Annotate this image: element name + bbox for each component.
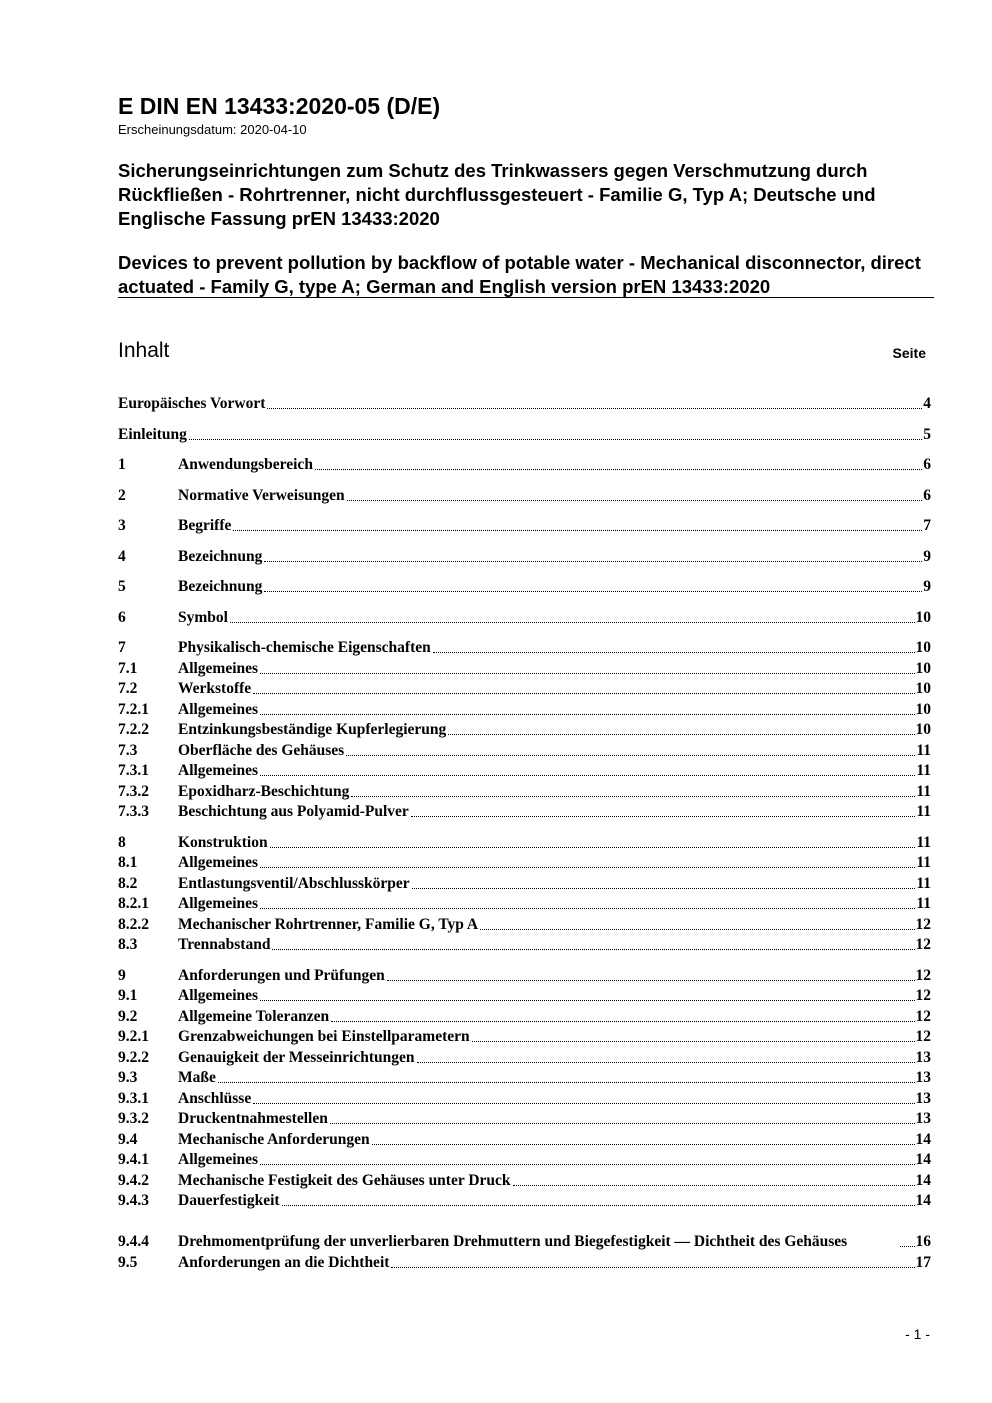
title-german: Sicherungseinrichtungen zum Schutz des Trinkwassers gegen Verschmutzung durch Rückfließen - Rohrtrenner, nicht durchflussgesteuert - Familie G, Typ A; Deutsche und Englische Fassung prEN 13433:2020 — [118, 160, 876, 229]
toc-entry-number: 7 — [118, 639, 126, 656]
toc-entry-number: 9 — [118, 967, 126, 984]
toc-entry-label: Normative Verweisungen — [178, 487, 345, 504]
toc-entry-page: 10 — [915, 680, 931, 697]
toc-entry-page: 4 — [923, 395, 931, 412]
toc-entry-page: 12 — [915, 916, 931, 933]
toc-entry-number: 9.1 — [118, 987, 138, 1004]
toc-entry-number: 8.1 — [118, 854, 138, 871]
toc-entry-label: Allgemeines — [178, 895, 259, 912]
toc-entry-page: 12 — [915, 1008, 931, 1025]
title-english: Devices to prevent pollution by backflow of potable water - Mechanical disconnector, direct actuated - Family G, type A; German and English version prEN 13433:2020 — [118, 252, 921, 297]
toc-entry[interactable] — [118, 486, 931, 506]
toc-entry-number: 1 — [118, 456, 126, 473]
toc-leader-dots — [282, 1205, 915, 1206]
toc-entry[interactable] — [118, 516, 931, 536]
toc-entry-page: 10 — [915, 721, 931, 738]
toc-entry[interactable] — [118, 394, 931, 414]
toc-entry-number: 3 — [118, 517, 126, 534]
toc-entry[interactable] — [118, 547, 931, 567]
toc-entry-page: 6 — [923, 456, 931, 473]
toc-entry-label: Genauigkeit der Messeinrichtungen — [178, 1049, 415, 1066]
toc-entry-number: 9.2 — [118, 1008, 138, 1025]
toc-entry[interactable] — [118, 761, 931, 781]
toc-entry-page: 12 — [915, 987, 931, 1004]
toc-entry-label: Bezeichnung — [178, 578, 263, 595]
toc-leader-dots — [233, 530, 922, 531]
toc-leader-dots — [260, 1164, 914, 1165]
toc-entry-label: Allgemeines — [178, 987, 259, 1004]
toc-entry[interactable] — [118, 1150, 931, 1170]
toc-entry-number: 9.2.1 — [118, 1028, 149, 1045]
toc-entry[interactable] — [118, 577, 931, 597]
toc-entry[interactable] — [118, 638, 931, 658]
toc-entry-number: 7.2.2 — [118, 721, 149, 738]
toc-entry-label: Bezeichnung — [178, 548, 263, 565]
toc-leader-dots — [387, 980, 915, 981]
toc-entry-label: Symbol — [178, 609, 228, 626]
toc-entry-page: 13 — [915, 1110, 931, 1127]
toc-entry-page: 13 — [915, 1049, 931, 1066]
toc-entry-page: 11 — [916, 834, 931, 851]
toc-entry-page: 10 — [915, 701, 931, 718]
toc-entry[interactable] — [118, 1007, 931, 1027]
toc-entry-number: 7.3.2 — [118, 783, 149, 800]
toc-entry[interactable] — [118, 1109, 931, 1129]
toc-entry-label: Europäisches Vorwort — [118, 395, 266, 412]
toc-entry-label: Entlastungsventil/Abschlusskörper — [178, 875, 410, 892]
toc-leader-dots — [351, 796, 915, 797]
publication-date: Erscheinungsdatum: 2020-04-10 — [118, 122, 307, 137]
toc-entry-number: 6 — [118, 609, 126, 626]
toc-entry-label: Mechanische Festigkeit des Gehäuses unter Druck — [178, 1172, 511, 1189]
toc-leader-dots — [260, 775, 915, 776]
toc-entry-number: 8 — [118, 834, 126, 851]
toc-entry-page: 7 — [923, 517, 931, 534]
toc-entry-label: Entzinkungsbeständige Kupferlegierung — [178, 721, 447, 738]
toc-entry[interactable] — [118, 874, 931, 894]
toc-entry-number: 9.3 — [118, 1069, 138, 1086]
toc-entry-page: 14 — [915, 1172, 931, 1189]
toc-entry-page: 12 — [915, 936, 931, 953]
toc-entry-label: Trennabstand — [178, 936, 271, 953]
toc-entry[interactable] — [118, 935, 931, 955]
toc-entry-page: 11 — [916, 854, 931, 871]
toc-entry-label: Allgemeines — [178, 701, 259, 718]
toc-entry-label: Anwendungsbereich — [178, 456, 313, 473]
toc-entry-number: 7.3 — [118, 742, 138, 759]
toc-entry-label: Beschichtung aus Polyamid-Pulver — [178, 803, 409, 820]
toc-leader-dots — [253, 693, 914, 694]
toc-entry-page: 12 — [915, 967, 931, 984]
toc-entry-number: 7.2.1 — [118, 701, 149, 718]
toc-entry-number: 9.4.1 — [118, 1151, 149, 1168]
toc-entry-number: 9.3.1 — [118, 1090, 149, 1107]
toc-leader-dots — [372, 1144, 915, 1145]
toc-entry-label: Mechanischer Rohrtrenner, Familie G, Typ A — [178, 916, 479, 933]
toc-entry-page: 5 — [923, 426, 931, 443]
toc-entry-label: Maße — [178, 1069, 216, 1086]
toc-entry-label: Dauerfestigkeit — [178, 1192, 280, 1209]
toc-entry-label: Druckentnahmestellen — [178, 1110, 328, 1127]
toc-leader-dots — [411, 816, 916, 817]
toc-entry-number: 2 — [118, 487, 126, 504]
toc-entry-number: 8.2.2 — [118, 916, 149, 933]
toc-entry-number: 8.3 — [118, 936, 138, 953]
page-number: - 1 - — [905, 1326, 930, 1342]
toc-entry-page: 9 — [923, 578, 931, 595]
document-code: E DIN EN 13433:2020-05 (D/E) — [118, 93, 441, 119]
toc-entry-page: 14 — [915, 1151, 931, 1168]
toc-entry[interactable] — [118, 1171, 931, 1191]
toc-entry-number: 8.2 — [118, 875, 138, 892]
toc-entry-label: Grenzabweichungen bei Einstellparametern — [178, 1028, 470, 1045]
toc-leader-dots — [391, 1267, 914, 1268]
toc-entry[interactable] — [118, 986, 931, 1006]
toc-entry-label: Allgemeines — [178, 854, 259, 871]
toc-entry-number: 9.4.2 — [118, 1172, 149, 1189]
toc-entry-number: 7.1 — [118, 660, 138, 677]
toc-entry-page: 11 — [916, 762, 931, 779]
toc-entry-page: 14 — [915, 1192, 931, 1209]
toc-entry-label: Oberfläche des Gehäuses — [178, 742, 345, 759]
toc-entry-label: Einleitung — [118, 426, 187, 443]
toc-leader-dots — [513, 1185, 915, 1186]
toc-entry-number: 7.2 — [118, 680, 138, 697]
toc-entry-page: 14 — [915, 1131, 931, 1148]
toc-entry[interactable] — [118, 659, 931, 679]
toc-leader-dots — [472, 1041, 915, 1042]
toc-entry[interactable] — [118, 966, 931, 986]
toc-entry-label: Physikalisch-chemische Eigenschaften — [178, 639, 431, 656]
toc-entry-number: 9.3.2 — [118, 1110, 149, 1127]
toc-entry-label: Allgemeines — [178, 1151, 259, 1168]
toc-entry[interactable] — [118, 1212, 931, 1252]
header-rule — [118, 297, 934, 298]
toc-leader-dots — [480, 929, 914, 930]
toc-leader-dots — [433, 652, 915, 653]
toc-entry[interactable] — [118, 455, 931, 475]
toc-leader-dots — [347, 500, 923, 501]
toc-entry-number: 8.2.1 — [118, 895, 149, 912]
toc-leader-dots — [260, 867, 915, 868]
toc-leader-dots — [189, 439, 922, 440]
toc-leader-dots — [260, 714, 914, 715]
toc-leader-dots — [267, 408, 922, 409]
toc-leader-dots — [218, 1082, 915, 1083]
toc-entry-page: 10 — [915, 609, 931, 626]
toc-entry-page: 10 — [915, 660, 931, 677]
toc-entry-label: Drehmomentprüfung der unverlierbaren Drehmuttern und Biegefestigkeit — Dichtheit des Gehäuses — [178, 1233, 848, 1250]
toc-heading: Inhalt — [118, 339, 170, 362]
toc-leader-dots — [264, 561, 922, 562]
toc-entry-number: 9.4.3 — [118, 1192, 149, 1209]
toc-entry-page: 11 — [916, 875, 931, 892]
toc-entry-page: 12 — [915, 1028, 931, 1045]
toc-entry[interactable] — [118, 833, 931, 853]
toc-entry[interactable] — [118, 1027, 931, 1047]
toc-entry-number: 5 — [118, 578, 126, 595]
toc-entry[interactable] — [118, 802, 931, 822]
toc-leader-dots — [230, 622, 915, 623]
toc-entry[interactable] — [118, 741, 931, 761]
toc-entry-label: Anschlüsse — [178, 1090, 252, 1107]
toc-entry[interactable] — [118, 1048, 931, 1068]
toc-entry-number: 7.3.1 — [118, 762, 149, 779]
toc-leader-dots — [900, 1246, 915, 1247]
toc-leader-dots — [272, 949, 914, 950]
toc-entry-page: 11 — [916, 742, 931, 759]
toc-entry-page: 11 — [916, 783, 931, 800]
toc-entry-page: 9 — [923, 548, 931, 565]
toc-entry[interactable] — [118, 679, 931, 699]
toc-entry-number: 9.2.2 — [118, 1049, 149, 1066]
toc-leader-dots — [330, 1123, 915, 1124]
toc-leader-dots — [417, 1062, 915, 1063]
toc-leader-dots — [253, 1103, 914, 1104]
toc-leader-dots — [264, 591, 922, 592]
toc-entry[interactable] — [118, 1068, 931, 1088]
toc-entry-number: 9.4.4 — [118, 1233, 149, 1250]
toc-entry[interactable] — [118, 720, 931, 740]
toc-entry[interactable] — [118, 608, 931, 628]
toc-leader-dots — [270, 847, 916, 848]
toc-entry-page: 11 — [916, 803, 931, 820]
toc-entry[interactable] — [118, 1089, 931, 1109]
toc-leader-dots — [260, 908, 915, 909]
toc-entry-number: 4 — [118, 548, 126, 565]
toc-entry-page: 11 — [916, 895, 931, 912]
toc-entry[interactable] — [118, 1191, 931, 1211]
toc-entry-label: Epoxidharz-Beschichtung — [178, 783, 350, 800]
toc-entry-number: 9.5 — [118, 1254, 138, 1271]
toc-entry-page: 10 — [915, 639, 931, 656]
toc-leader-dots — [412, 888, 916, 889]
toc-entry-page: 13 — [915, 1090, 931, 1107]
toc-entry[interactable] — [118, 700, 931, 720]
toc-entry-label: Allgemeines — [178, 660, 259, 677]
toc-leader-dots — [260, 1000, 914, 1001]
toc-entry-label: Allgemeines — [178, 762, 259, 779]
toc-entry-label: Konstruktion — [178, 834, 268, 851]
toc-page-label: Seite — [892, 345, 926, 361]
toc-entry-page: 13 — [915, 1069, 931, 1086]
toc-entry[interactable] — [118, 1253, 931, 1273]
toc-leader-dots — [315, 469, 922, 470]
toc-entry-label: Werkstoffe — [178, 680, 252, 697]
toc-entry-label: Anforderungen und Prüfungen — [178, 967, 385, 984]
toc-entry-page: 17 — [915, 1254, 931, 1271]
toc-entry[interactable] — [118, 853, 931, 873]
toc-entry-label: Anforderungen an die Dichtheit — [178, 1254, 390, 1271]
toc-entry[interactable] — [118, 894, 931, 914]
toc-entry-page: 16 — [915, 1233, 931, 1250]
toc-entry-page: 6 — [923, 487, 931, 504]
toc-entry[interactable] — [118, 915, 931, 935]
toc-entry-label: Mechanische Anforderungen — [178, 1131, 370, 1148]
toc-entry[interactable] — [118, 425, 931, 445]
toc-entry-label: Begriffe — [178, 517, 232, 534]
toc-entry-number: 7.3.3 — [118, 803, 149, 820]
toc-entry[interactable] — [118, 1130, 931, 1150]
toc-leader-dots — [346, 755, 915, 756]
toc-entry-label: Allgemeine Toleranzen — [178, 1008, 330, 1025]
toc-leader-dots — [260, 673, 914, 674]
toc-entry-number: 9.4 — [118, 1131, 138, 1148]
toc-entry[interactable] — [118, 782, 931, 802]
toc-leader-dots — [448, 734, 914, 735]
toc-leader-dots — [331, 1021, 914, 1022]
